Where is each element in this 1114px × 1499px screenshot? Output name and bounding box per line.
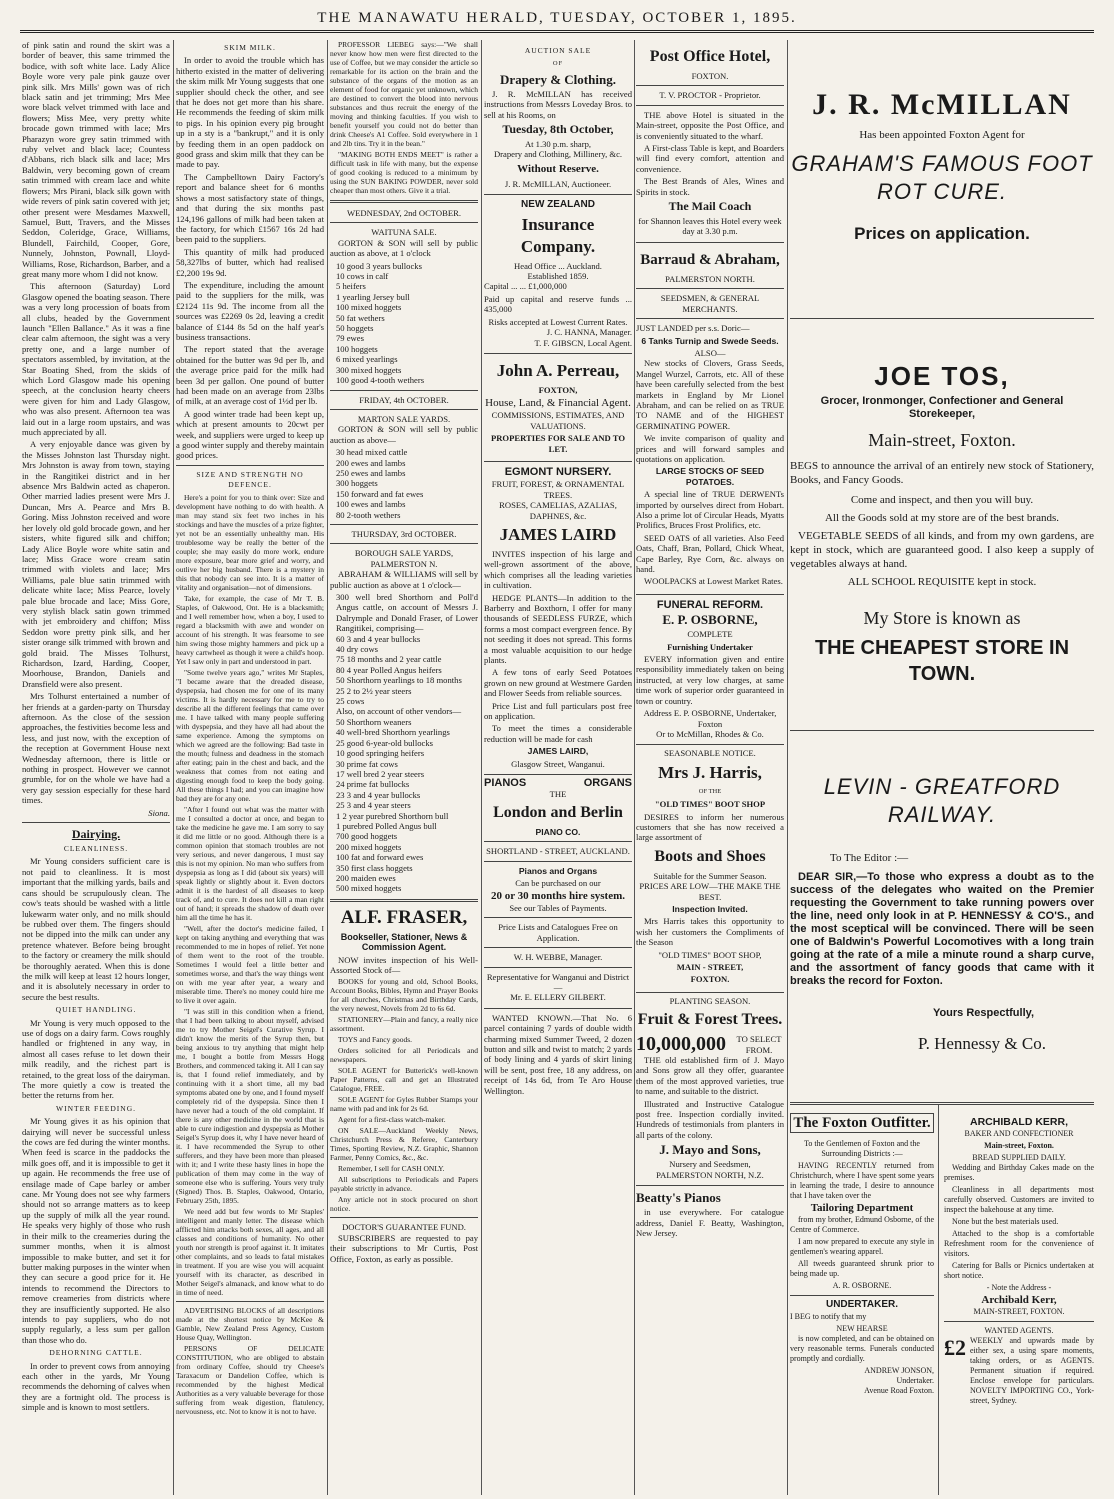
advert-funeral (636, 595, 784, 745)
advert-line: Risks accepted at Lowest Current Rates. (488, 316, 628, 327)
stock-item: 79 ewes (336, 333, 364, 344)
advert-body: WOOLPACKS at Lowest Market Rates. (644, 576, 783, 587)
advert-body: HEDGE PLANTS—In addition to the Barberry and Boxthorn, I offer for many thousands of SEEDLESS FURZE, which forms a most compact evergreen fence. By not seeding it does not spread. This forms a most valuable acquisition to our hedge plants. (484, 592, 632, 666)
advert-line: PRICES ARE LOW—THE MAKE THE BEST. (639, 881, 781, 902)
stock-item: 25 good 6-year-old bullocks (336, 737, 433, 748)
column-rule (327, 40, 328, 1495)
advert-line: FOXTON. (691, 71, 729, 81)
advert-body: All tweeds guaranteed shrunk prior to being made up. (790, 1259, 934, 1278)
advert-title: Post Office Hotel, (649, 48, 771, 65)
advert-title: Mrs J. Harris, (658, 762, 762, 782)
subheading: WINTER FEEDING. (56, 1103, 136, 1113)
advert-line: W. H. WEBBE, Manager. (513, 952, 603, 963)
advert-line: See our Tables of Payments. (509, 902, 607, 913)
advert-baking-powder: "MAKING BOTH ENDS MEET" is rather a difficult task in life with many, but the expense of good cooking is reduced to a minimum by using the SUN BAKING POWDER, never sold cheaper than most others. Give it a trial. (330, 150, 478, 195)
sale-intro: GORTON & SON will sell by public auction as above— (330, 424, 478, 445)
advert-line: PALMERSTON NORTH, N.Z. (656, 1169, 764, 1180)
stock-item: 25 cows (336, 696, 365, 707)
column-2 (176, 40, 324, 1495)
advert-pianos (484, 775, 632, 1009)
stock-item: 10 good 3 years bullocks (336, 260, 422, 271)
advert-title: EGMONT NURSERY. (504, 465, 612, 478)
advert-body: New stocks of Clovers, Grass Seeds, Mangel Wurzel, Carrots, etc. All of these have been carefully selected from the best markets in England by Mr Lionel Abraham, and can be relied on as TRUE TO NAME and of the HIGHEST GERMINATING POWER. (636, 358, 784, 431)
advert-title: Barraud & Abraham, (640, 251, 780, 268)
advert-label: NEW ZEALAND (521, 199, 595, 211)
advert-line: for Shannon leaves this Hotel every week day at 3.30 p.m. (638, 216, 782, 237)
advert-title: FUNERAL REFORM. (656, 598, 764, 611)
advert-kerr (944, 1115, 1094, 1406)
advert-title: Fruit & Forest Trees. (637, 1011, 783, 1029)
advert-item: Any article not in stock procured on short notice. (330, 1195, 478, 1214)
advert-title: J. Mayo and Sons, (659, 1142, 761, 1158)
advert-line: Suitable for the Summer Season. (653, 870, 767, 881)
advert-item: All subscriptions to Periodicals and Papers payable strictly in advance. (330, 1175, 478, 1194)
advert-body: THE old established firm of J. Mayo and Sons grow all they offer, guarantee them of the most approved varieties, true to name, and suitable to the district. (636, 1055, 784, 1097)
advert-item: BOOKS for young and old, School Books, Account Books, Bibles, Hymn and Prayer Books for all churches, Christmas and Birthday Cards, the very newest, Novels from 2d to 6s 6d. (330, 977, 478, 1014)
advert-line: T. F. GIBSCN, Local Agent. (534, 337, 632, 348)
newspaper-masthead-title: THE MANAWATU HERALD, TUESDAY, OCTOBER 1, 1895. (317, 10, 797, 26)
advert-line: Nursery and Seedsmen, (669, 1159, 751, 1170)
advert-item: STATIONERY—Plain and fancy, a really nice assortment. (330, 1015, 478, 1034)
stock-item: 10 good springing heifers (336, 748, 425, 759)
advert-harris (636, 745, 784, 993)
advert-line: T. V. PROCTOR - Proprietor. (659, 90, 761, 101)
auction-reserve: Without Reserve. (517, 162, 599, 175)
advert-label: OF (552, 60, 564, 68)
article-paragraph: The Campbelltown Dairy Factory's report and balance sheet for 6 months shows a most satisfactory state of things, and that during the six months past 124,196 gallons of milk had been taken at the factory, for which £1567 16s 2d had been paid to the suppliers. (176, 171, 324, 245)
advert-line: Prices on application. (854, 224, 1030, 243)
stock-item: 200 maiden ewes (336, 872, 396, 883)
advert-line: Has been appointed Foxton Agent for (859, 129, 1025, 141)
advert-egmont (484, 462, 632, 775)
advert-line: LARGE STOCKS OF SEED POTATOES. (655, 466, 765, 487)
masthead (0, 0, 1114, 34)
advert-body: Attached to the shop is a comfortable Refreshment room for the convenience of visitors. (944, 1229, 1094, 1258)
sale-title: WAITUNA SALE. (371, 227, 437, 238)
advert-item: Orders solicited for all Periodicals and newspapers. (330, 1046, 478, 1065)
advert-line: Inspection Invited. (672, 903, 748, 914)
advert-body: Catering for Balls or Picnics undertaken at short notice. (944, 1261, 1094, 1280)
advert-label: AUCTION SALE (524, 46, 592, 55)
advert-line: THE (549, 788, 567, 799)
advert-blocks: ADVERTISING BLOCKS of all descriptions made at the shortest notice by McKee & Gamble, New Zealand Press Agency, Custom House Quay, Wellington. (176, 1305, 324, 1342)
advert-line: 20 or 30 months hire system. (490, 889, 626, 902)
advert-line: Furnishing Undertaker (667, 641, 753, 652)
advert-title: John A. Perreau, (496, 360, 620, 380)
advert-line: TO SELECT FROM. (736, 1034, 782, 1055)
advert-wanted: WANTED KNOWN.—That No. 6 parcel containing 7 yards of double width charming mixed Summer Tweed, 2 dozen button and silk and twist to match; 2 yards of body lining and 4 yards of skirt lining will be sent, post free, 18 any address, on receipt of 14s 6d, from Te Aro House Wellington. (484, 1012, 632, 1096)
advert-number: 10,000,000 (636, 1033, 726, 1056)
sale-date: THURSDAY, 3rd OCTOBER. (351, 528, 457, 539)
advert-line: House, Land, & Financial Agent. (485, 397, 631, 410)
advert-line: Avenue Road Foxton. (864, 1386, 934, 1395)
advert-body: I am now prepared to execute any style in gentlemen's wearing apparel. (790, 1237, 934, 1256)
auction-goods: Drapery and Clothing, Millinery, &c. (493, 149, 623, 160)
advert-body: The Best Brands of Ales, Wines and Spirits in stock. (636, 176, 784, 197)
stock-item: 100 ewes and lambs (336, 499, 406, 510)
stock-item: 1 yearling Jersey bull (336, 291, 410, 302)
advert-body: EVERY information given and entire responsibility immediately taken on being instructed, at very low charges, at same time work of superior order guaranteed in town or country. (636, 654, 784, 706)
advert-hotel (636, 40, 784, 243)
advert-perreau (484, 354, 632, 462)
advert-line: PLANTING SEASON. (669, 995, 751, 1006)
stock-item: 50 Shorthorn yearlings to 18 months (336, 675, 462, 686)
advert-body: A special line of TRUE DERWENTs imported by ourselves direct from Hobart. Also a prime lot of Circular Heads, Myatts Prolifics, Bruces Frost Prolifics, etc. (636, 489, 784, 531)
column-rule (173, 40, 174, 1495)
stock-item: 24 prime fat bullocks (336, 779, 410, 790)
advert-signature: JAMES LAIRD, (527, 746, 589, 757)
advert-line: Capital ... ... £1,000,000 (484, 281, 567, 292)
advert-line: 6 Tanks Turnip and Swede Seeds. (641, 335, 779, 346)
advert-fraser-subtitle: Bookseller, Stationer, News & Commission Agent. (340, 931, 468, 953)
sale-title: MARTON SALE YARDS. (357, 413, 451, 424)
article-paragraph: Here's a point for you to think over: Size and development have nothing to do with health. A man may stand six feet two inches in his stockings and have the muscles of a prize fighter, yet not be an essentially unhealthy man. His troublesome way be really the better of the couple; she may easily do more work, endure more exposure, bear more grief and worry, and outlive her big husband. There is a mystery in this that nobody can see into. It is a matter of vitality and organisation—not of dimensions. (176, 492, 324, 592)
column-5 (636, 40, 784, 1495)
stock-item: 250 ewes and lambs (336, 467, 406, 478)
subheading: SKIM MILK. (224, 43, 276, 52)
advert-signature: Archibald Kerr, (981, 1294, 1057, 1306)
stock-item: 1 2 year purebred Shorthorn bull (336, 810, 449, 821)
stock-item: 300 mixed hoggets (336, 364, 402, 375)
advert-line: My Store is known as (863, 608, 1021, 628)
advert-insurance (484, 195, 632, 354)
advert-body: THE above Hotel is situated in the Main-street, opposite the Post Office, and is conveniently situated to the wharf. (636, 109, 784, 141)
article-paragraph: Mr Young is very much opposed to the use of dogs on a dairy farm. Cows roughly handled or frightened in any way, in almost all cases refuse to let down their milk readily, and the richest part is retained, to the great loss of the dairyman. The more quietly a cow is treated the better the returns from her. (22, 1017, 170, 1101)
advert-signature: ANDREW JONSON, (864, 1366, 934, 1375)
advert-line: To the Gentlemen of Foxton and the Surrounding Districts :— (804, 1139, 920, 1158)
stock-item: 40 well-bred Shorthorn yearlings (336, 727, 450, 738)
stock-item: 50 Shorthorn weaners (336, 716, 412, 727)
advert-line: FOXTON, (538, 384, 578, 395)
notice-heading: DOCTOR'S GUARANTEE FUND. (342, 1222, 466, 1233)
stock-item: 80 4 year Polled Angus heifers (336, 664, 442, 675)
advert-body: DEAR SIR,—To those who express a doubt as to the success of the delegates who waited on the Premier requesting the Government to take running powers over the line, need only look in at P. HENNESSY & CO'S., and the most sceptical will be convinced. There will be seen one of Baldwin's Powerful Locomotives with a long train going at the rate of a mile a minute round a sharp curve, and the assortment of fancy goods that came with it breaks the record for Foxton. (790, 871, 1094, 987)
advert-body: JUST LANDED per s.s. Doric— (636, 323, 750, 334)
advert-line: COMPLETE (687, 629, 733, 640)
stock-list (330, 447, 478, 520)
advert-body: To meet the times a considerable reduction will be made for cash (484, 723, 632, 744)
column-1 (22, 40, 170, 1495)
auction-time: At 1.30 p.m. sharp, (524, 139, 592, 150)
advert-line: J. C. HANNA, Manager. (546, 327, 632, 338)
stock-item: 40 dry cows (336, 644, 379, 655)
article-paragraph: A very enjoyable dance was given by the Misses Johnston last Thursday night. Mrs Johnston is away from town, staying in the Rangitikei district and in her absence Mrs Baldwin acted as chaperon. Other married ladies present were Mrs J. Duncan, Mrs A. Pearce and Mrs B. Goring. Miss Johnston received and wore her lovely old gold brocade gown, and her sisters, white figured silk and chiffon; Lady Alice Boyle wore white satin and lace; Miss Grace wore cream satin trimmed with violets and lace; Mrs Williams, pale blue satin trimmed with delicate white lace; Miss Pearce, lovely pale blue brocade and lace; Miss Gore, very stylish black satin gown trimmed with jet embroidery and chiffon; Miss Seddon wore pretty pink silk, and her sister orange silk trimmed with brown and gold braid. The Misses Tolhurst, Richardson, Izard, Harding, Cooper, Moorhouse, Brandon, Daniels and Dransfield were also present. (22, 439, 170, 689)
advert-body: Price List and full particulars post free on application. (484, 700, 632, 722)
advert-line: SEASONABLE NOTICE. (664, 748, 756, 759)
advert-line: COMMISSIONS, ESTIMATES, AND VALUATIONS. (491, 410, 625, 431)
article-paragraph: Mr Young gives it as his opinion that dairying will never be successful unless the cows are fed during the winter months. When feed is scarce in the paddocks the milk goes off, and it is impossible to get it up again. He recommends the free use of ensilage made of Cape barley or amber cane. Mr Young does not see why farmers should not so arrange matters as to keep up the supply of milk all the year round. He speaks very highly of those who rush in their milk to the creameries during the summer months, when it is almost impossible to make butter, and set it for butter making purposes in the winter when they can secure a good price for it. He intends to recommend the Directors to remove creameries from districts where they are insufficiently supported. He also intends to pay suppliers, who do not supply regularly, a less sum per gallon than those who do. (22, 1116, 170, 1345)
advert-body: DESIRES to inform her numerous customers that she has now received a large assortment of (636, 811, 784, 843)
advert-line: Mr. E. ELLERY GILBERT. (510, 992, 606, 1003)
advert-title: London and Berlin (493, 803, 623, 821)
signature: Siona. (148, 807, 170, 818)
advert-label: PIANOS (484, 777, 527, 790)
advert-title: WANTED AGENTS. (984, 1326, 1054, 1335)
advert-line: MAIN-STREET, FOXTON. (973, 1307, 1065, 1316)
advert-liebeg: PROFESSOR LIEBEG says:—"We shall never know how men were first directed to the use of Coffee, but we may consider the article so remarkable for its action on the brain and the substance of the organs of the motion as an element of food for organic yet unknown, which are destined to convert the blood into nervous substances and thus recruit the energy of the moving and thinking faculties. If you wish to benefit yourself you could not do better than drink Cheese's A1 Coffee. Sold everywhere in 1 and 2lb tins. Try it in the bean." (330, 40, 478, 148)
sale-date: WEDNESDAY, 2nd OCTOBER. (347, 208, 461, 218)
advert-line: PROPERTIES FOR SALE AND TO LET. (490, 433, 626, 454)
advert-mcmillan (790, 88, 1094, 246)
stock-item: 100 good 4-tooth wethers (336, 375, 425, 386)
advert-title: JAMES LAIRD (499, 524, 617, 544)
article-paragraph: "I was still in this condition when a friend, that I had been talking to about myself, advised me to try Mother Seigel's Curative Syrup. I didn't know the merits of the Syrup then, but being anxious to try anything that might help me, I bought a bottle from Messrs Hogg Brothers, and commenced taking it. All I can say is, that I found relief immediately, and by continuing with it a short time, all my bad symptoms abated one by one, and I found myself completely rid of the dyspepsia. Since then I have never had a touch of the old complaint. If there is any other medicine in the world that is able to cure indigestion and dyspepsia as Mother Seigel's Syrup does it, why I have never heard of it. I have recommended the Syrup to other sufferers, and they have been more than pleased with it; and I write these hasty lines in hope the publication of them may come in the way of someone else who is suffering. Yours very truly (Signed) Thos. B. Staples, Oakwood, Ontario, February 25th, 1895. (176, 1006, 324, 1205)
article-paragraph: Mr Young considers sufficient care is not paid to cleanliness. It is most important that the milking yards, bails and cans should be scrupulously clean. The cow's teats should be washed with a little lukewarm water only, and no milk should be rubbed over them. The fingers should not be dipped into the milk can under any pretence whatever. Before being brought to the factory or creamery the milk should be thoroughly aerated. When this is done the milk will keep at least 12 hours longer, and it is absolutely necessary in order to secure the best results. (22, 856, 170, 1002)
article-paragraph: of pink satin and round the skirt was a border of beaver, this same trimmed the bodice, with soft white lace. Lady Alice Boyle wore very pale pink gauze over pink silk. Mrs Mills' gown was of rich black satin and jet trimming; Mrs Mee wore black velvet trimmed with lace and flowers; Miss Mee, very pretty white brocade gown trimmed with lace; Mrs Pharazyn wore grey satin trimmed with ruby velvet and black lace; Countess d'Abbans, rich black silk and lace; Mrs Baldwin, very becoming gown of cream satin trimmed with cream lace and white flowers; Mrs Pirani, black silk gown with wide revers of pink satin covered with jet; other present were Mesdames Maxwell, Samuel, Butt, Travers, and the Misses Seddon, Coleridge, Grace, Williams, Blundell, Fairchild, Cooper, Gore, Nunnely, Johnston, Pownall, Lloyd-Williams, Rose, Richardson, Barber, and a great many more whom I did not know. (22, 40, 170, 279)
stock-item: 150 forward and fat ewes (336, 488, 424, 499)
column-6 (790, 40, 1094, 1495)
sale-title: BOROUGH SALE YARDS, PALMERSTON N. (354, 548, 454, 569)
sale-intro: GORTON & SON will sell by public auction as above, at 1 o'clock (330, 237, 478, 259)
subheading: QUIET HANDLING. (55, 1005, 137, 1015)
advert-line: Address E. P. OSBORNE, Undertaker, Foxton (643, 708, 777, 729)
advert-body: None but the best materials used. (952, 1217, 1059, 1226)
article-paragraph: Mrs Tolhurst entertained a number of her friends at a garden-party on Thursday afternoon. As the close of the session approaches, the festivities become less and less, and just now, with the exception of the reception at Government House next Wednesday afternoon, there is little or nothing in prospect. However we cannot grumble, for on the whole we have had a very gay session especially for these hard times. (22, 691, 170, 806)
article-paragraph: The expenditure, including the amount paid to the suppliers for the milk, was £2124 11s 9d. The income from all the sources was £2269 0s 2d, leaving a credit balance of £144 8s 5d on the half year's business transactions. (176, 279, 324, 342)
advert-title: UNDERTAKER. (825, 1299, 899, 1310)
advert-line: BAKER AND CONFECTIONER (964, 1129, 1074, 1138)
advert-body: HAVING RECENTLY returned from Christchurch, where I have spent some years in learning the trade, I desire to announce that I have taken over the (790, 1161, 934, 1200)
advert-line: BREAD SUPPLIED DAILY. (972, 1153, 1066, 1162)
advert-body: SEED OATS of all varieties. Also Feed Oats, Chaff, Bran, Pollard, Chick Wheat, Cape Barley, Rye Corn, &c. always on hand. (636, 532, 784, 575)
advert-line: ROSES, CAMELIAS, AZALIAS, DAPHNES, &c. (499, 500, 617, 521)
advert-line: Can be purchased on our (515, 878, 601, 889)
advert-body: WEEKLY and upwards made by either sex, a using spare moments, taking orders, or as AGENTS. Permanent situation if required. Enclose envelope for particulars. NOVELTY IMPORTING CO., York-street, Sydney. (970, 1336, 1094, 1405)
advert-title: JOE TOS, (874, 361, 1010, 391)
article-paragraph: This afternoon (Saturday) Lord Glasgow opened the boating season. There was a very long procession of boats from all clubs, headed by the Government launch "Ellen Ballance." As it was a fine clear calm afternoon, the sight was a very pretty one, and a large number of spectators assembled, by invitation, at the Star Boating Shed, from the skids of which Lord Glasgow made his opening speech, at the conclusion hearty cheers were given for him and Lady Glasgow, who was also present. Afternoon tea was laid out in a large room upstairs, and was much appreciated by all. (22, 281, 170, 438)
auction-date: Tuesday, 8th October, (502, 122, 614, 137)
advert-title: Boots and Shoes (654, 847, 766, 865)
stock-item: 75 18 months and 2 year cattle (336, 654, 442, 665)
stock-item: 17 well bred 2 year steers (336, 768, 425, 779)
stock-item: 10 cows in calf (336, 271, 389, 282)
advert-line: SEEDSMEN, & GENERAL MERCHANTS. (660, 293, 760, 314)
stock-item: 30 head mixed cattle (336, 447, 408, 458)
advert-line: FRUIT, FOREST, & ORNAMENTAL TREES. (491, 479, 625, 500)
advert-title: The Mail Coach (668, 199, 752, 214)
column-rule (634, 40, 635, 1495)
advert-body: A few tons of early Seed Potatoes grown on new ground at Westmere Garden and Flower Seeds from reliable sources. (484, 667, 632, 699)
article-paragraph: "After I found out what was the matter with me I consulted a doctor at once, and began to take the medicine he gave me. I am sorry to say it did me little or no good. Although there is a common opinion that stomach troubles are not very serious, and never dangerous, I must say this is not my opinion. No man who suffers from dyspepsia as long as I did (about six years) will speak lightly or slightly about it. Even doctors admit it is the hardest of all diseases to keep track of, and to cure. It does not kill a man right out of hand; it spreads the shadow of death over him all the time he has it. (176, 804, 324, 922)
advert-body: I BEG to notify that my (790, 1312, 867, 1321)
advert-line: Pianos and Organs (518, 865, 598, 876)
article-paragraph: "Well, after the doctor's medicine failed, I kept on taking anything and everything that was recommended to me in hopes of relief. Yet none of them went to the root of the trouble. Sometimes I would feel a little better and sometimes worse, and that's the way things went on with me year after year, a weary and miserable time. There's no money could hire me to live it over again. (176, 923, 324, 1005)
article-paragraph: Take, for example, the case of Mr T. B. Staples, of Oakwood, Ont. He is a blacksmith; and I well remember how, when a boy, I used to regard a blacksmith with awe and wonder on account of his strength. It was fearsome to see him swing those mighty hammers and pick up a heavy cartwheel as though it were a child's hoop. Yet I saw only in part and understood in part. (176, 593, 324, 666)
article-paragraph: "Some twelve years ago," writes Mr Staples, "I became aware that the dreaded disease, dyspepsia, had chosen me for one of its many victims. It is hardly necessary for me to try to describe all the different feelings that came over me. I have talked with many people suffering with dyspepsia, and they have all had about the same experience. Among the symptoms on which we agreed are the following: Bad taste in the mouth; fulness and deadness in the stomach after eating; pain in the chest and back, and the weakness that comes from not eating and digesting enough food to keep the body going. All these things I had; and you can imagine how bad they are for any one. (176, 667, 324, 803)
stock-item: 1 purebred Polled Angus bull (336, 820, 437, 831)
article-paragraph: We need add but few words to Mr Staples' intelligent and manly letter. The disease which afflicted him attacks both sexes, all ages, and all classes and conditions of humanity. No other youth nor strength is proof against it. It imitates other complaints, and so leads to fatal mistakes in treatment. If you are wise you will acquaint yourself with its character, as described in Mother Seigel's almanack, and know what to do in time of need. (176, 1206, 324, 1297)
advert-item: SOLE AGENT for Butterick's well-known Paper Patterns, call and get an Illustrated Catalogue, FREE. (330, 1066, 478, 1094)
advert-line: NEW HEARSE (836, 1324, 888, 1333)
advert-item: ON SALE—Auckland Weekly News, Christchurch Press & Referee, Canterbury Times, Sporting Review, N.Z. Graphic, Shannon Farmer, Penny Comics, &c., &c. (330, 1126, 478, 1163)
stock-item: 60 3 and 4 year bullocks (336, 633, 421, 644)
stock-item: 300 well bred Shorthorn and Poll'd Angus cattle, on account of Messrs J. Dalrymple and Donald Fraser, of Lower Rangitikei, comprising— (336, 592, 478, 634)
stock-item: 25 3 and 4 year steers (336, 800, 411, 811)
advert-joe-tos (790, 318, 1094, 689)
advert-body: in use everywhere. For catalogue address, Daniel F. Beatty, Washington, New Jersey. (636, 1207, 784, 1238)
advert-body: Cleanliness in all departments most carefully observed. Customers are invited to inspect the bakehouse at any time. (944, 1185, 1094, 1214)
advert-line: Paid up capital and reserve funds ... 435,000 (484, 293, 632, 315)
advert-title: Insurance Company. (520, 214, 596, 256)
advert-title: E. P. OSBORNE, (662, 612, 758, 628)
advert-item: Remember, I sell for CASH ONLY. (338, 1164, 445, 1174)
advert-item: TOYS and Fancy goods. (338, 1035, 413, 1045)
advert-line: - Note the Address - (986, 1283, 1052, 1292)
advert-mayo (636, 993, 784, 1186)
advert-title: GRAHAM'S FAMOUS FOOT ROT CURE. (791, 151, 1093, 204)
advert-body: from my brother, Edmund Osborne, of the Centre of Commerce. (790, 1215, 934, 1234)
advert-body: ALL SCHOOL REQUISITE kept in stock. (847, 576, 1037, 588)
stock-item: 200 ewes and lambs (336, 457, 406, 468)
advert-signature: P. Hennessy & Co. (918, 1034, 1046, 1053)
advert-line: Grocer, Ironmonger, Confectioner and General Storekeeper, (820, 395, 1064, 420)
advert-body: NOW invites inspection of his Well-Assorted Stock of— (330, 954, 478, 975)
advert-body: Mrs Harris takes this opportunity to wish her customers the Compliments of the Season (636, 916, 784, 948)
advert-body: Come and inspect, and then you will buy. (850, 494, 1034, 506)
stock-item: 100 fat and forward ewes (336, 852, 424, 863)
advert-line: Representative for Wanganui and District— (486, 971, 630, 992)
stock-item: 23 3 and 4 year bullocks (336, 789, 421, 800)
advert-title: THE CHEAPEST STORE IN TOWN. (814, 637, 1070, 685)
subheading: DEHORNING CATTLE. (49, 1348, 143, 1358)
stock-item: 100 hoggets (336, 343, 378, 354)
advert-fraser-title: ALF. FRASER, (340, 906, 468, 928)
article-paragraph: This quantity of milk had produced 58,327lbs of butter, which had realised £2,200 19s 9d. (176, 246, 324, 278)
advert-line: Glasgow Street, Wanganui. (511, 758, 605, 769)
advert-body: We invite comparison of quality and prices and will forward samples and quotations on application. (636, 433, 784, 464)
advert-coffee: PERSONS OF DELICATE CONSTITUTION, who are obliged to abstain from ordinary Coffee, should try Cheese's Taraxacum or Dandelion Coffee, which is recommended by the highest Medical Authorities as a very valuable beverage for those suffering from weak digestion, flatulency, nervousness, etc. Not to know it is not to have. (176, 1343, 324, 1416)
advert-line: Established 1859. (527, 271, 589, 282)
advert-line: Undertaker. (896, 1376, 934, 1385)
stock-item: 200 mixed hoggets (336, 841, 402, 852)
advert-body: Wedding and Birthday Cakes made on the premises. (944, 1163, 1094, 1182)
column-rule (481, 40, 482, 1495)
advert-levin-railway (790, 730, 1094, 1054)
advert-line: Main-street, Foxton. (984, 1141, 1054, 1150)
advert-title: Drapery & Clothing. (500, 71, 616, 87)
article-paragraph: In order to prevent cows from annoying each other in the yards, Mr Young recommends the dehorning of calves when they are a fortnight old. The process is simple and is known to most settlers. (22, 1360, 170, 1413)
advert-auction (484, 40, 632, 195)
notice-body: SUBSCRIBERS are requested to pay their subscriptions to Mr Curtis, Post Office, Foxton, as early as possible. (330, 1232, 478, 1264)
advert-line: ALSO— (694, 347, 726, 358)
advert-body: VEGETABLE SEEDS of all kinds, and from my own gardens, are kept in stock, which are guaranteed good. I also keep a supply of vegetables always at hand. (790, 530, 1094, 570)
stock-item: 25 2 to 2½ year steers (336, 685, 412, 696)
advert-line: PALMERSTON NORTH. (665, 273, 755, 284)
advert-line: "OLD TIMES" BOOT SHOP, (658, 949, 762, 960)
advert-title: ARCHIBALD KERR, (970, 1116, 1068, 1128)
advert-line: Yours Respectfully, (932, 1007, 1034, 1019)
stock-item: 700 good hoggets (336, 831, 398, 842)
stock-list (330, 592, 478, 894)
advert-line: Main-street, Foxton. (868, 430, 1016, 450)
advert-title: Beatty's Pianos (636, 1190, 721, 1206)
stock-item: 80 2-tooth wethers (336, 509, 401, 520)
advert-outfitter (790, 1111, 934, 1396)
stock-item: 50 hoggets (336, 323, 374, 334)
advert-item: Agent for a first-class watch-maker. (338, 1115, 446, 1125)
stock-item: 300 hoggets (336, 478, 378, 489)
sale-intro: ABRAHAM & WILLIAMS will sell by public auction as above at 1 o'clock— (330, 569, 478, 590)
masthead-rule (20, 30, 1094, 33)
stock-item: 100 mixed hoggets (336, 302, 402, 313)
advert-body: INVITES inspection of his large and well-grown assortment of the above, which comprises all the leading varieties in cultivation. (484, 548, 632, 591)
advert-number: £2 (944, 1335, 966, 1360)
sale-date: FRIDAY, 4th OCTOBER. (359, 394, 449, 405)
auctioneer-name: J. R. McMILLAN, Auctioneer. (504, 178, 612, 189)
advert-body: J. R. McMILLAN has received instructions from Messrs Loveday Bros. to sell at his Rooms, on (484, 88, 632, 120)
column-rule (787, 40, 788, 1495)
article-paragraph: In order to avoid the trouble which has hitherto existed in the matter of delivering the skim milk Mr Young suggests that one supplier should check the other, and see that he does not get more than his share. He recommends the feeding of skim milk to pigs. In his opinion every pig brought up in a sty is a "bankrupt," and it is only by feeding them in an open paddock on good grass and skim milk that they can be made to pay. (176, 55, 324, 170)
advert-body: is now completed, and can be obtained on very reasonable terms. Funerals conducted promptly and cordially. (790, 1334, 934, 1363)
advert-line: OF THE (698, 787, 722, 795)
advert-line: PIANO CO. (535, 826, 581, 837)
stock-item: Also, on account of other vendors— (336, 706, 462, 717)
stock-item: 350 first class hoggets (336, 862, 413, 873)
advert-barraud (636, 243, 784, 595)
advert-line: MAIN - STREET, (676, 962, 744, 972)
advert-title: Tailoring Department (810, 1202, 914, 1214)
advert-label: ORGANS (583, 777, 632, 790)
advert-title: The Foxton Outfitter. (790, 1113, 934, 1133)
advert-line: Or to McMillan, Rhodes & Co. (656, 728, 764, 739)
advert-body: Illustrated and Instructive Catalogue post free. Inspection cordially invited. Hundreds of testimonials from planters in all parts of the colony. (636, 1098, 784, 1140)
subheading: CLEANLINESS. (63, 844, 129, 854)
advert-body: All the Goods sold at my store are of the best brands. (824, 512, 1059, 524)
stock-item: 6 mixed yearlings (336, 354, 398, 365)
advert-item: SOLE AGENT for Gyles Rubber Stamps your name with pad and ink for 2s 6d. (330, 1095, 478, 1114)
advert-line: To The Editor :— (830, 852, 909, 864)
advert-line: SHORTLAND - STREET, AUCKLAND. (486, 846, 630, 857)
stock-item: 500 mixed hoggets (336, 883, 402, 894)
stock-item: 5 heifers (336, 281, 366, 292)
advert-body: BEGS to announce the arrival of an entirely new stock of Stationery, Books, and Fancy Goods. (790, 460, 1094, 486)
advert-line: Head Office ... Auckland. (514, 260, 602, 271)
subheading: SIZE AND STRENGTH NO DEFENCE. (196, 469, 304, 490)
stock-item: 50 fat wethers (336, 312, 385, 323)
advert-title: J. R. McMILLAN (812, 88, 1072, 121)
article-paragraph: A good winter trade had been kept up, which at present amounts to 20cwt per week, and suppliers were urged to keep up a good winter supply and thereby maintain good prices. (176, 408, 324, 461)
advert-signature: A. R. OSBORNE. (832, 1281, 892, 1290)
advert-line: Price Lists and Catalogues Free on Application. (498, 922, 618, 943)
advert-line: "OLD TIMES" BOOT SHOP (654, 799, 766, 810)
section-heading-dairying: Dairying. (71, 827, 121, 842)
stock-list (330, 261, 478, 386)
advert-line: FOXTON. (690, 974, 730, 985)
column-3 (330, 40, 478, 1495)
article-paragraph: The report stated that the average obtained for the butter was 9d per lb, and the average price paid for the milk had been 3d per gallon. One pound of butter had been made on an average from 23lbs of milk, at an average cost of 1½d per lb. (176, 344, 324, 407)
advert-body: A First-class Table is kept, and Boarders will find every comfort, attention and convenience. (636, 143, 784, 174)
advert-title: LEVIN - GREATFORD RAILWAY. (823, 774, 1061, 827)
column-4 (484, 40, 632, 1495)
stock-item: 30 prime fat cows (336, 758, 398, 769)
